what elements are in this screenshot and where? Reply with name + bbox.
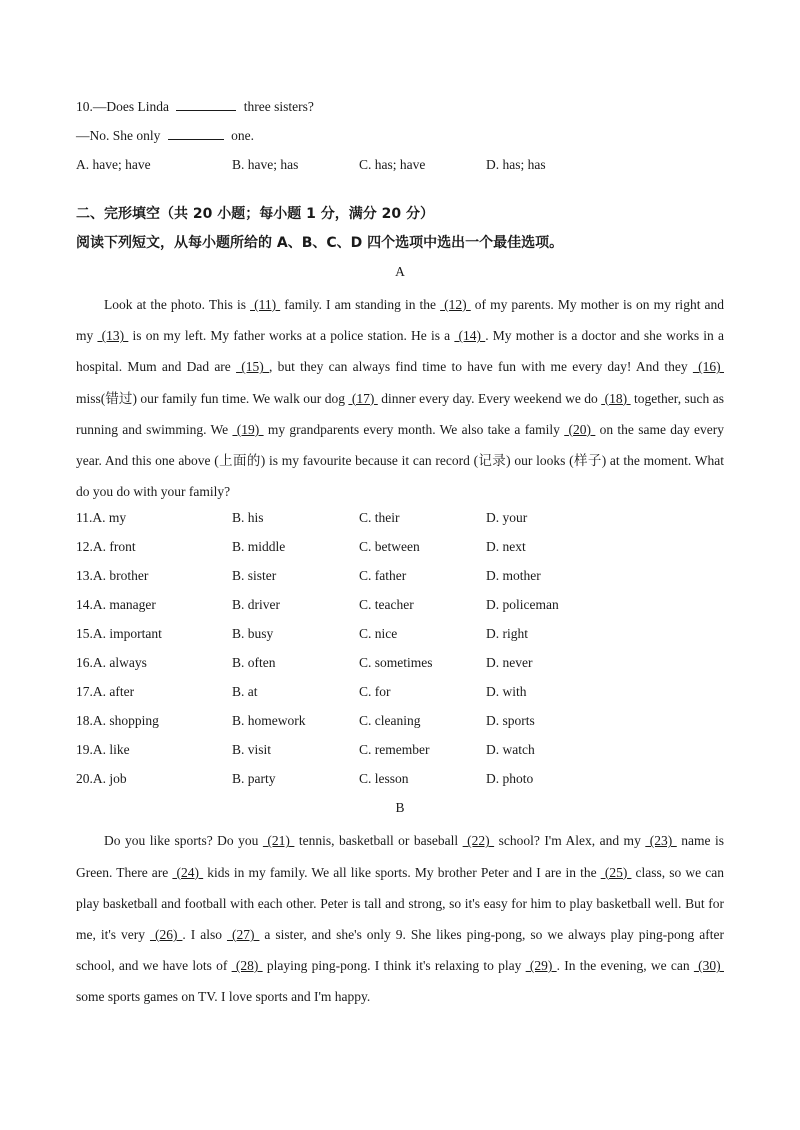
cloze-blank: (20) — [564, 421, 596, 437]
question-row — [76, 739, 724, 768]
passage-text-run: . In the evening, we can — [556, 958, 694, 974]
passage-text-run: tennis, basketball or baseball — [294, 833, 463, 849]
option-a: 14.A. manager — [76, 597, 156, 613]
question-row — [76, 594, 724, 623]
option-b: B. his — [232, 510, 264, 526]
q10-reply-b: one. — [231, 128, 254, 143]
option-d: D. mother — [486, 568, 541, 584]
passage-text-run: of my parents. My mother is on my right and my — [76, 297, 724, 344]
option-b: B. at — [232, 684, 258, 700]
option-c: C. remember — [359, 742, 430, 758]
option-a: 19.A. like — [76, 742, 130, 758]
cloze-blank: (21) — [262, 833, 295, 849]
option-c: C. nice — [359, 626, 398, 642]
option-b: B. have; has — [232, 157, 299, 172]
cloze-blank: (24) — [172, 864, 204, 880]
cloze-blank: (15) — [236, 359, 270, 375]
passage-a-label: A — [395, 264, 405, 279]
question-row — [76, 507, 724, 536]
question-row — [76, 623, 724, 652]
option-c: C. has; have — [359, 157, 426, 172]
passage-text-run: Look at the photo. This is — [104, 297, 251, 312]
question-row — [76, 536, 724, 565]
passage-text-run: miss(错过) our family fun time. We walk our dog — [76, 390, 349, 406]
cloze-blank: (19) — [232, 421, 264, 437]
option-c: C. teacher — [359, 597, 414, 613]
passage-text-run: is on my left. My father works at a police station. He is a — [128, 328, 455, 344]
cloze-blank: (29) — [525, 958, 557, 974]
option-a: 20.A. job — [76, 771, 127, 787]
option-c: C. cleaning — [359, 713, 421, 729]
option-b: B. homework — [232, 713, 306, 729]
question-row — [76, 768, 724, 797]
passage-text-run: . I also — [182, 927, 227, 943]
passage-text-run: some sports games on TV. I love sports and I'm happy. — [76, 989, 371, 1005]
cloze-blank: (18) — [601, 390, 631, 406]
q10-options — [76, 154, 724, 183]
passage-b-text — [76, 825, 724, 1012]
option-c: C. sometimes — [359, 655, 433, 671]
question-row — [76, 652, 724, 681]
option-c: C. lesson — [359, 771, 409, 787]
passage-a-text — [76, 289, 724, 507]
option-a: 13.A. brother — [76, 568, 149, 584]
cloze-blank: (23) — [645, 833, 677, 849]
option-d: D. your — [486, 510, 528, 526]
option-a: 12.A. front — [76, 539, 136, 555]
passage-text-run: a sister, and she's only 9. She likes ping-pong, so we always play ping-pong after school, and we have lots of — [76, 927, 724, 974]
q10-stem-b: three sisters? — [243, 99, 314, 114]
passage-text-run: class, so we can play basketball and football with each other. Peter is tall and strong, so it's easy for him to play basketball well. But for me, it's very — [76, 864, 724, 943]
passage-b-label: B — [395, 800, 405, 816]
option-a: 16.A. always — [76, 655, 147, 671]
q10-stem-a: 10.—Does Linda — [76, 99, 169, 114]
cloze-blank: (14) — [454, 328, 486, 344]
q10-line1 — [76, 96, 724, 125]
option-d: D. never — [486, 655, 533, 671]
option-a: 17.A. after — [76, 684, 135, 700]
cloze-blank: (17) — [348, 390, 378, 406]
option-a: 15.A. important — [76, 626, 162, 642]
passage-text-run: together, such as running and swimming. We — [76, 390, 724, 437]
cloze-blank: (26) — [149, 927, 183, 943]
passage-text-run: on the same day every year. And this one above (上面的) is my favourite because it can record (记录) our looks (样子) at the moment. What do you do with your family? — [76, 421, 725, 500]
option-b: B. visit — [232, 742, 272, 758]
q10-reply-a: —No. She only — [76, 128, 161, 143]
cloze-blank: (25) — [600, 864, 632, 880]
option-a: 11.A. my — [76, 510, 127, 526]
option-c: C. their — [359, 510, 400, 526]
option-d: D. policeman — [486, 597, 559, 613]
passage-text-run: my grandparents every month. We also take a family — [263, 421, 565, 437]
question-row — [76, 565, 724, 594]
cloze-blank: (28) — [231, 958, 263, 974]
passage-text-run: playing ping-pong. I think it's relaxing to play — [262, 958, 526, 974]
option-b: B. busy — [232, 626, 274, 642]
passage-text-run: dinner every day. Every weekend we do — [377, 390, 602, 406]
option-b: B. driver — [232, 597, 280, 613]
option-d: D. has; has — [486, 157, 546, 172]
option-d: D. with — [486, 684, 527, 700]
cloze-blank: (16) — [692, 359, 724, 375]
passage-text-run: name is Green. There are — [76, 833, 724, 880]
option-c: C. for — [359, 684, 391, 700]
option-c: C. father — [359, 568, 407, 584]
option-a: 18.A. shopping — [76, 713, 159, 729]
cloze-blank: (12) — [440, 297, 471, 312]
section-instruction: 阅读下列短文，从每小题所给的 A、B、C、D 四个选项中选出一个最佳选项。 — [76, 235, 564, 251]
section-title: 二、完形填空（共 20 小题；每小题 1 分，满分 20 分） — [76, 206, 434, 222]
question-row — [76, 710, 724, 739]
cloze-blank: (13) — [97, 328, 129, 344]
option-b: B. sister — [232, 568, 277, 584]
option-b: B. middle — [232, 539, 286, 555]
option-d: D. sports — [486, 713, 535, 729]
option-d: D. next — [486, 539, 526, 555]
option-d: D. watch — [486, 742, 535, 758]
cloze-blank: (27) — [226, 927, 260, 943]
option-d: D. right — [486, 626, 528, 642]
passage-text-run: kids in my family. We all like sports. My brother Peter and I are in the — [203, 864, 601, 880]
passage-text-run: school? I'm Alex, and my — [494, 833, 646, 849]
answer-blank — [168, 125, 224, 140]
cloze-blank: (22) — [462, 833, 495, 849]
question-row — [76, 681, 724, 710]
cloze-blank: (11) — [250, 297, 281, 312]
q10-line2 — [76, 125, 724, 154]
exam-page — [76, 96, 724, 1013]
answer-blank — [176, 96, 236, 111]
passage-text-run: , but they can always find time to have fun with me every day! And they — [269, 359, 693, 375]
option-b: B. party — [232, 771, 276, 787]
option-c: C. between — [359, 539, 420, 555]
option-d: D. photo — [486, 771, 534, 787]
option-a: A. have; have — [76, 157, 151, 172]
cloze-blank: (30) — [693, 958, 724, 974]
option-b: B. often — [232, 655, 276, 671]
passage-text-run: Do you like sports? Do you — [104, 833, 263, 849]
passage-a-questions — [76, 507, 724, 797]
passage-text-run: family. I am standing in the — [280, 297, 441, 312]
passage-text-run: . My mother is a doctor and she works in a hospital. Mum and Dad are — [76, 328, 724, 375]
